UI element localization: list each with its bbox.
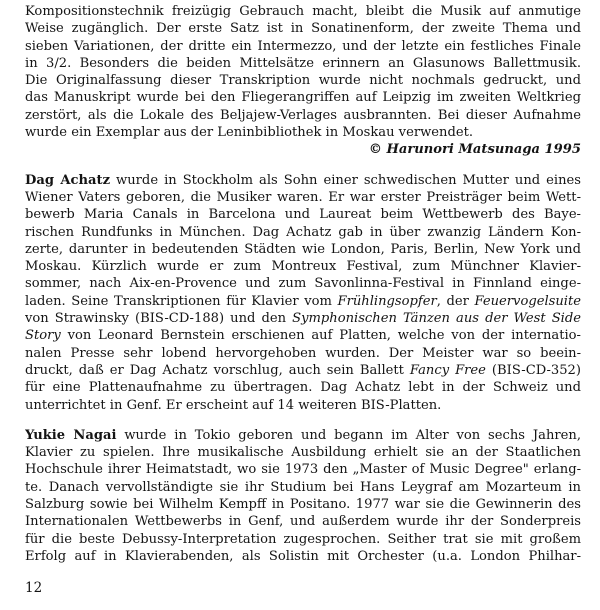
text-line: Hochschule ihrer Heimatstadt, wo sie 1973 den „Master of Music Degree" erlang- [25,462,581,478]
paragraph-gap [25,414,581,427]
text-line: sieben Variationen, der dritte ein Intermezzo, und der letzte ein festliches Finale [25,38,581,54]
page-text [25,3,581,565]
paragraph-yukie-nagai [25,427,581,565]
text-line: in 3/2. Besonders die beiden Mittelsätze erinnern an Glasunows Ballettmusik. [25,55,581,71]
text-line: unterrichtet in Genf. Er erscheint auf 14 weiteren BIS-Platten. [25,397,442,413]
page-number: 12 [25,580,43,596]
text-line: für die beste Debussy-Interpretation zugesprochen. Seither trat sie mit großem [25,531,581,547]
text-line: Dag Achatz wurde in Stockholm als Sohn einer schwedischen Mutter und eines [25,172,581,188]
paragraph-composition [25,3,581,159]
text-line: te. Danach vervollständigte sie ihr Studium bei Hans Leygraf am Mozarteum in [25,479,581,495]
text-line: für eine Plattenaufnahme zu übertragen. Dag Achatz lebt in der Schweiz und [25,380,581,396]
text-line: nalen Presse sehr lobend hervorgehoben wurden. Der Meister war so beein- [25,345,581,361]
text-line: von Strawinsky (BIS-CD-188) und den Symphonischen Tänzen aus der West Side [25,311,581,327]
text-line: sommer, nach Aix-en-Provence und zum Savonlinna-Festival in Finnland einge- [25,276,581,292]
text-line: Story von Leonard Bernstein erschienen auf Platten, welche von der internatio- [25,328,581,344]
artist-name: Dag Achatz [25,172,111,188]
author-credit: © Harunori Matsunaga 1995 [368,142,581,158]
text-line: Kompositionstechnik freizügig Gebrauch macht, bleibt die Musik auf anmutige [25,4,581,19]
paragraph-gap [25,159,581,172]
text-line: rischen Rundfunks in München. Dag Achatz gab in über zwanzig Ländern Kon- [25,224,581,240]
text-line: Erfolg auf in Klavierabenden, als Solistin mit Orchester (u.a. London Philhar- [25,548,581,564]
text-line: laden. Seine Transkriptionen für Klavier vom Frühlingsopfer, der Feuervogelsuite [25,293,581,309]
text-line: Internationalen Wettbewerbs in Genf, und außerdem wurde ihr der Sonderpreis [25,514,581,530]
text-line: druckt, daß er Dag Achatz vorschlug, auch sein Ballett Fancy Free (BIS-CD-352) [25,362,581,378]
text-line: Wiener Vaters geboren, die Musiker waren. Er war erster Preisträger beim Wett- [25,189,581,205]
text-line: zerte, darunter in bedeutenden Städten wie London, Paris, Berlin, New York und [25,241,581,257]
artist-name: Yukie Nagai [25,427,117,443]
text-line: Weise zugänglich. Der erste Satz ist in Sonatinenform, der zweite Thema und [25,21,581,37]
text-line: Klavier zu spielen. Ihre musikalische Ausbildung erhielt sie an der Staatlichen [25,445,581,461]
paragraph-dag-achatz [25,172,581,414]
text-line: bewerb Maria Canals in Barcelona und Laureat beim Wettbewerb des Baye- [25,207,581,223]
text-line: Moskau. Kürzlich wurde er zum Montreux Festival, zum Münchner Klavier- [25,259,581,275]
text-line: wurde ein Exemplar aus der Leninbibliothek in Moskau verwendet. [25,125,474,141]
text-line: Salzburg sowie bei Wilhelm Kempff in Positano. 1977 war sie die Gewinnerin des [25,497,581,513]
text-line: zerstört, als die Lokale des Beljajew-Verlages ausbrannten. Bei dieser Aufnahme [25,107,581,123]
text-line: Yukie Nagai wurde in Tokio geboren und begann im Alter von sechs Jahren, [25,427,581,443]
text-line: das Manuskript wurde bei den Fliegerangriffen auf Leipzig im zweiten Weltkrieg [25,90,581,106]
text-line: Die Originalfassung dieser Transkription wurde nicht nochmals gedruckt, und [25,73,581,89]
